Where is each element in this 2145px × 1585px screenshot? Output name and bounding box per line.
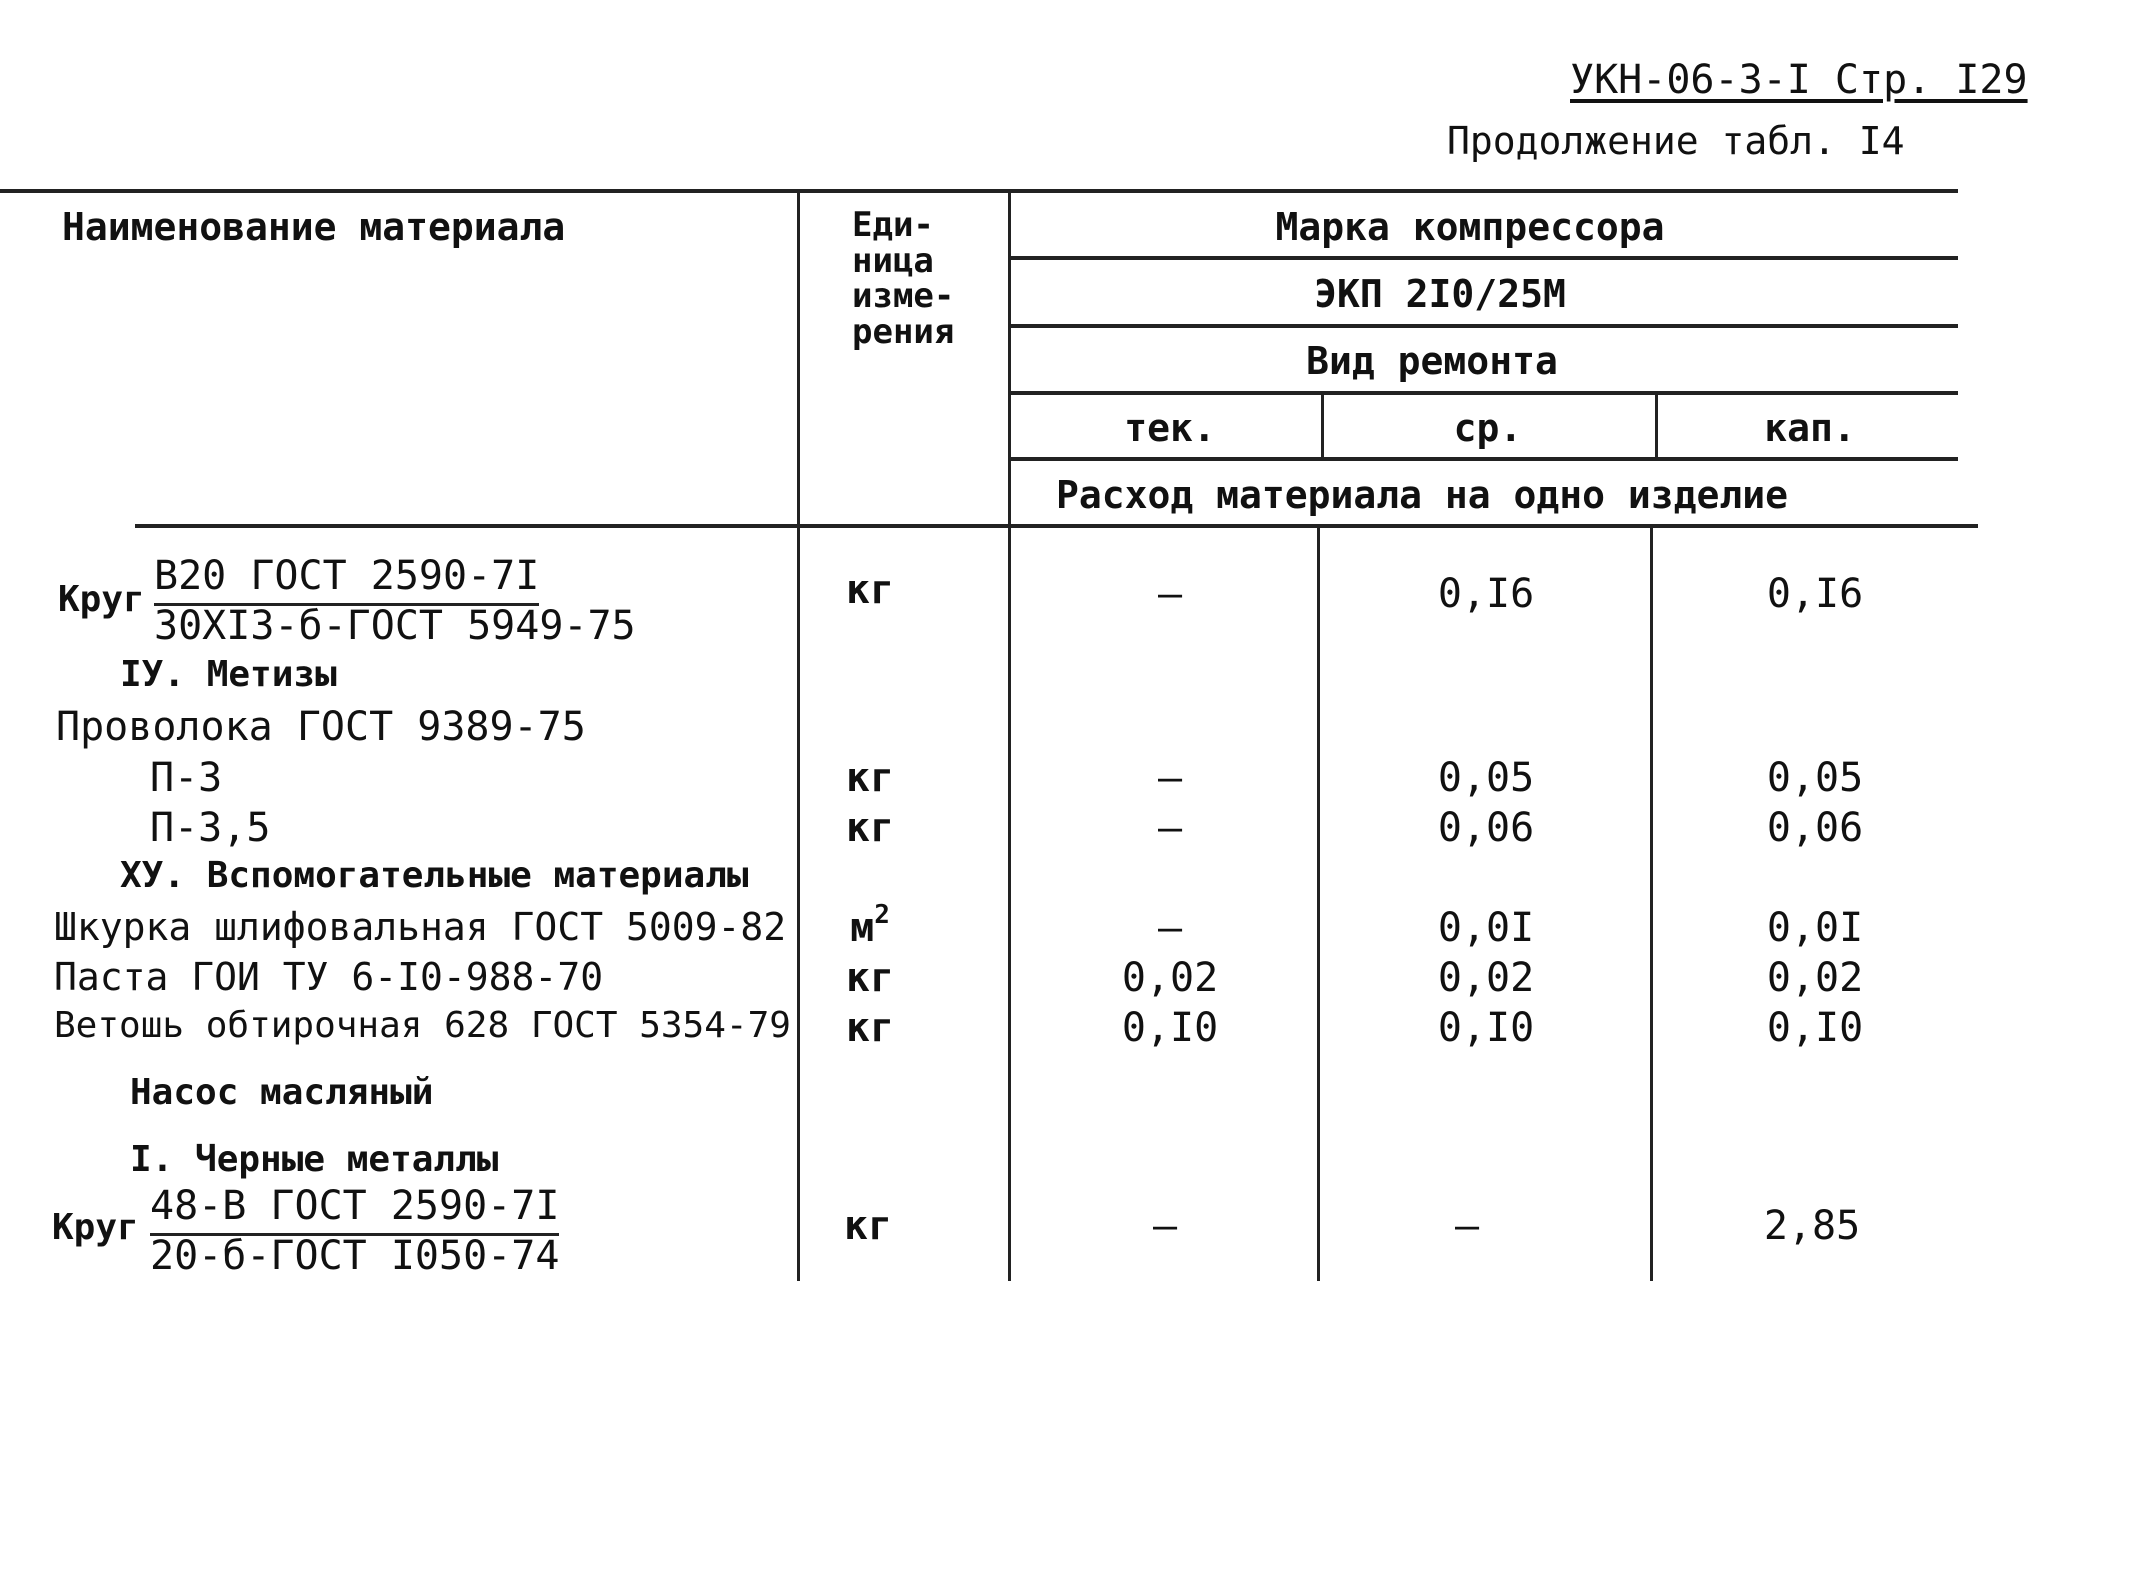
col-divider-tek-sr (1317, 526, 1320, 1281)
fraction-numerator-text: В20 ГОСТ 2590-7I (154, 553, 539, 606)
row-value-kap: 0,0I (1766, 905, 1864, 951)
column-header-repair-type: Вид ремонта (1306, 339, 1558, 383)
table-continuation-label: Продолжение табл. I4 (1447, 119, 1905, 163)
row-value-sr: 0,05 (1437, 755, 1535, 801)
fraction-denominator: 20-б-ГОСТ I050-74 (150, 1233, 560, 1279)
column-header-material-name: Наименование материала (62, 205, 566, 249)
unit-base: м (850, 905, 875, 951)
row-value-tek: – (1157, 571, 1183, 617)
repair-columns-rule (1010, 457, 1958, 461)
fraction-denominator: 30ХI3-б-ГОСТ 5949-75 (154, 603, 636, 649)
unit-header-line: рения (852, 312, 955, 353)
row-unit: кг (845, 805, 895, 851)
row-prefix: Круг (52, 1207, 139, 1248)
row-value-kap: 0,06 (1766, 805, 1864, 851)
row-unit (850, 899, 890, 951)
unit-header-line: Еди- (852, 205, 934, 245)
row-name: Проволока ГОСТ 9389-75 (56, 704, 586, 750)
row-unit: кг (845, 567, 895, 613)
row-name: Шкурка шлифовальная ГОСТ 5009-82 (54, 905, 787, 949)
section-heading: IУ. Метизы (120, 654, 337, 695)
row-value-tek: 0,I0 (1121, 1005, 1219, 1051)
row-value-tek: 0,02 (1121, 955, 1219, 1001)
column-header-sr: ср. (1453, 406, 1523, 450)
row-prefix: Круг (58, 579, 145, 620)
row-value-kap: 0,I0 (1766, 1005, 1864, 1051)
brand-rule (1010, 256, 1958, 260)
section-heading: Насос масляный (130, 1072, 434, 1113)
row-name: Паста ГОИ ТУ 6-I0-988-70 (54, 955, 604, 999)
row-value-sr: 0,0I (1437, 905, 1535, 951)
row-value-kap: 0,02 (1766, 955, 1864, 1001)
unit-exponent: 2 (874, 899, 890, 930)
fraction-numerator (154, 553, 540, 599)
col-divider-tek-sr-header (1321, 392, 1324, 459)
row-value-sr: 0,I6 (1437, 571, 1535, 617)
section-heading: ХУ. Вспомогательные материалы (120, 855, 749, 896)
row-value-tek: – (1157, 755, 1183, 801)
row-name: Ветошь обтирочная 628 ГОСТ 5354-79 (54, 1005, 791, 1046)
row-value-tek: – (1157, 805, 1183, 851)
col-divider-sr-kap (1650, 526, 1653, 1281)
row-value-tek: – (1157, 905, 1183, 951)
row-value-kap: 0,I6 (1766, 571, 1864, 617)
compressor-model: ЭКП 2I0/25М (1314, 272, 1566, 316)
column-header-unit (852, 205, 955, 353)
column-header-consumption: Расход материала на одно изделие (1055, 473, 1789, 517)
col-divider-name-unit (797, 191, 800, 1281)
row-unit: кг (843, 1203, 893, 1249)
row-name: П-3 (150, 755, 223, 801)
fraction-numerator (150, 1183, 560, 1229)
row-value-sr: 0,06 (1437, 805, 1535, 851)
row-unit: кг (845, 1005, 895, 1051)
repair-type-rule (1010, 391, 1958, 395)
column-header-compressor-brand: Марка компрессора (1275, 205, 1665, 249)
row-value-sr: 0,I0 (1437, 1005, 1535, 1051)
document-reference: УКН-06-3-I Стр. I29 (1570, 57, 2028, 103)
table-top-rule (0, 189, 1958, 193)
header-bottom-rule (135, 524, 1978, 528)
model-rule (1010, 324, 1958, 328)
column-header-kap: кап. (1764, 406, 1856, 450)
unit-header-line: изме- (852, 276, 955, 317)
unit-header-line: ница (852, 240, 934, 281)
row-value-tek: – (1152, 1203, 1178, 1249)
section-heading: I. Черные металлы (130, 1139, 499, 1180)
column-header-tek: тек. (1124, 406, 1216, 450)
row-unit: кг (845, 955, 895, 1001)
row-value-sr: – (1454, 1203, 1480, 1249)
row-unit: кг (845, 755, 895, 801)
row-name: П-3,5 (150, 805, 271, 851)
col-divider-sr-kap-header (1655, 392, 1658, 459)
col-divider-unit-values (1008, 191, 1011, 1281)
fraction-numerator-text: 48-В ГОСТ 2590-7I (150, 1183, 559, 1236)
row-value-kap: 2,85 (1763, 1203, 1861, 1249)
row-value-sr: 0,02 (1437, 955, 1535, 1001)
row-value-kap: 0,05 (1766, 755, 1864, 801)
